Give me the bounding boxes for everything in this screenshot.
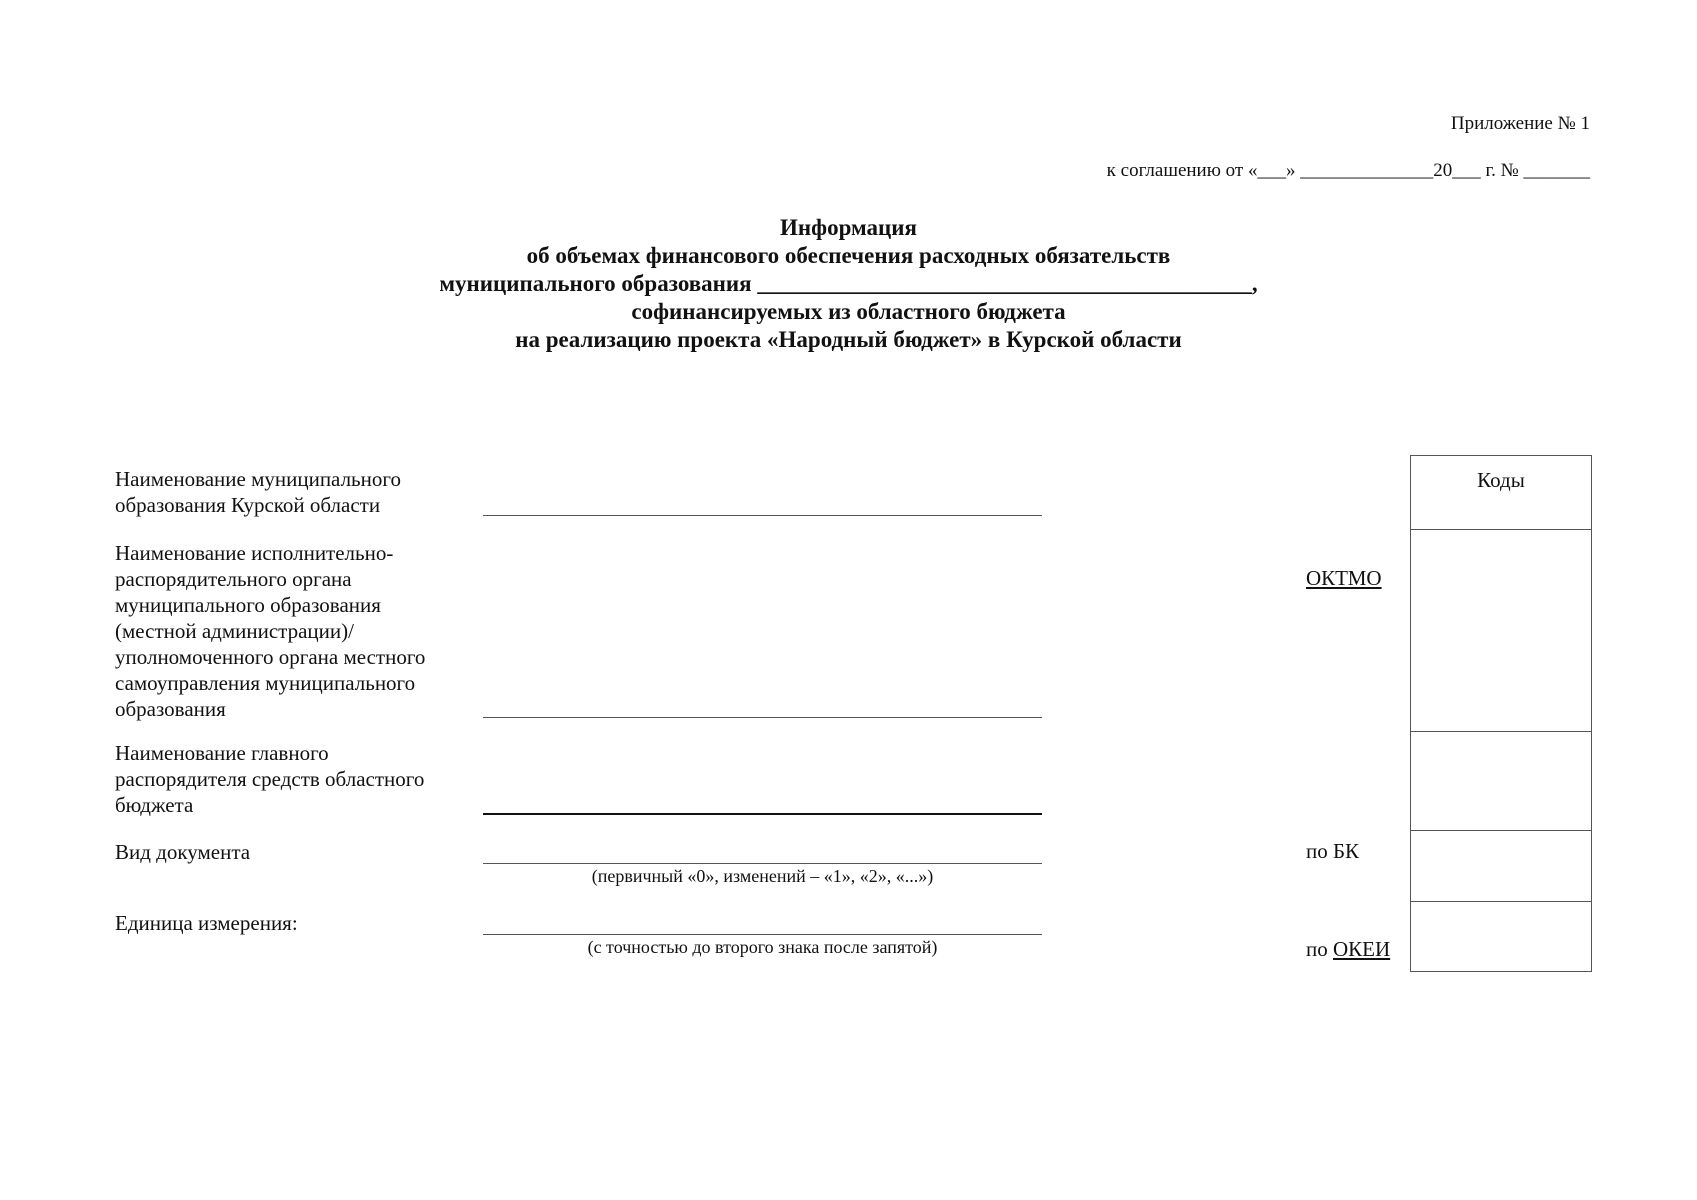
executive-body-label (115, 540, 475, 722)
title-line-2: об объемах финансового обеспечения расходных обязательств (526, 243, 1171, 268)
chief-manager-label-line-1: Наименование главного (115, 741, 329, 765)
chief-manager-code-cell[interactable] (1411, 731, 1591, 831)
unit-hint: (с точностью до второго знака после запятой) (587, 937, 938, 957)
chief-manager-label (115, 740, 475, 818)
executive-body-label-line-2: распорядительного органа (115, 567, 352, 591)
municipality-input-line[interactable] (483, 515, 1042, 516)
title-line-5: на реализацию проекта «Народный бюджет» в Курской области (515, 327, 1182, 352)
document-type-hint: (первичный «0», изменений – «1», «2», «...») (591, 866, 934, 886)
chief-manager-input-line[interactable] (483, 813, 1042, 815)
annex-number: Приложение № 1 (1450, 113, 1590, 134)
executive-body-label-line-5: уполномоченного органа местного (115, 645, 426, 669)
oktmo-code-cell[interactable] (1411, 530, 1591, 732)
municipality-label-line-1: Наименование муниципального (115, 467, 401, 491)
chief-manager-label-line-2: распорядителя средств областного (115, 767, 425, 791)
executive-body-label-line-3: муниципального образования (115, 593, 381, 617)
codes-table (1410, 455, 1592, 972)
executive-body-label-line-6: самоуправления муниципального (115, 671, 416, 695)
title-line-1: Информация (780, 215, 917, 240)
executive-body-label-line-7: образования (115, 697, 226, 721)
oktmo-label: ОКТМО (1306, 566, 1382, 590)
executive-body-input-line[interactable] (483, 717, 1042, 718)
document-type-input-line[interactable] (483, 863, 1042, 864)
unit-input-line[interactable] (483, 934, 1042, 935)
title-line-3: муниципального образования ___________________________________________, (439, 271, 1258, 296)
executive-body-label-line-4: (местной администрации)/ (115, 619, 354, 643)
municipality-label (115, 466, 475, 518)
executive-body-label-line-1: Наименование исполнительно- (115, 541, 394, 565)
bk-code-cell[interactable] (1411, 830, 1591, 902)
agreement-reference: к соглашению от «___» ______________20___ г. № _______ (1106, 160, 1590, 181)
bk-label: по БК (1306, 839, 1360, 863)
unit-label: Единица измерения: (115, 911, 298, 935)
chief-manager-label-line-3: бюджета (115, 793, 194, 817)
document-type-label: Вид документа (115, 840, 251, 864)
okei-code-cell[interactable] (1411, 901, 1591, 973)
document-title (300, 214, 1397, 354)
municipality-label-line-2: образования Курской области (115, 493, 381, 517)
okei-prefix: по (1306, 937, 1328, 961)
codes-header: Коды (1411, 456, 1591, 530)
okei-label (1306, 937, 1390, 962)
okei-code: ОКЕИ (1333, 937, 1391, 961)
title-line-4: софинансируемых из областного бюджета (631, 299, 1066, 324)
